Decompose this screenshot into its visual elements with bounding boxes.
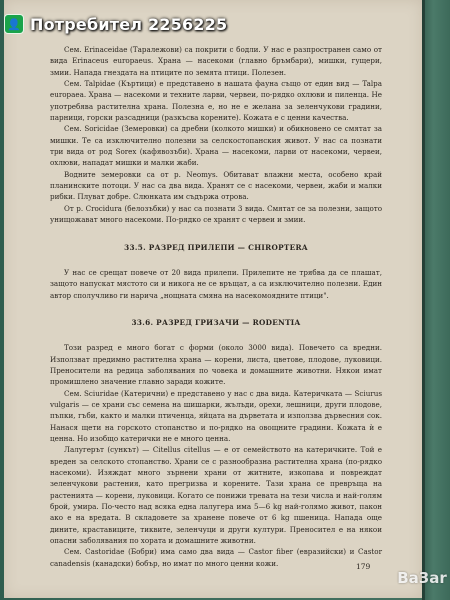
section-heading-bats: 33.5. РАЗРЕД ПРИЛЕПИ — CHIROPTERA (124, 242, 308, 252)
paragraph: Сем. Soricidae (Земеровки) са дребни (колкото мишки) и обикновено се смятат за мишки. Те са изключително полезни за селскостопанския живот. У нас са познати три вида от род Sorex (кафявозъби). Храна — насекоми, ларви от насекоми, червеи, охлюви, нападат мишки и малки жаби. (50, 124, 382, 168)
paragraph: Сем. Erinaceidae (Таралежови) са покрити с бодли. У нас е разпространен само от вида Erinaceus europaeus. Храна — насекоми (главно бръмбари), мишки, гущери, змии. Напада гнездата на птиците по земята птици. Полезен. (50, 45, 382, 77)
paragraph: Сем. Castoridae (Бобри) има само два вида — Castor fiber (евразийски) и Castor canadensis (канадски) бобър, но имат по много ценни кожи. (50, 547, 382, 568)
paragraph: Сем. Sciuridae (Катерични) е представено у нас с два вида. Катеричката — Sciurus vulgaris — се храни със семена на шишарки, жълъди, орехи, лешници, други плодове, пъпки, гъби, както и малки птиченца, яйцата на дърветата и използва дървесния сок. Нанася щети на горското стопанство и по-рядко на овощните градини. Кожата ѝ е ценна. Но изобщо катерички не е много ценна. (50, 388, 382, 443)
paragraph: У нас се срещат повече от 20 вида прилепи. Прилепите не трябва да се плашат, защото напускат мястото си и никога не се връщат, а са изключително полезни. Един автор сполучливо ги нарича „нощната смяна на насекомоядните птици". (50, 267, 382, 300)
watermark-logo: Ba3ar (397, 569, 447, 587)
user-banner (0, 12, 235, 36)
book-cover-edge (422, 0, 450, 600)
section-heading-rodents: 33.6. РАЗРЕД ГРИЗАЧИ — RODENTIA (131, 317, 301, 327)
user-icon: 👤 (4, 14, 24, 34)
paragraph: Водните земеровки са от р. Neomys. Обитават влажни места, особено край планинските потоци. У нас са два вида. Хранят се с насекоми, червеи, жаби и малки рибки. Плуват добре. Слюнката им съдържа отрова. (50, 169, 382, 202)
paragraph: Сем. Talpidae (Къртици) е представено в нашата фауна също от един вид — Talpa europaea. Храна — насекоми и техните ларви, червеи, по-рядко охлюви и пиленца. Не употребява растителна храна. Полезна е, но не е желана за зеленчукови градини, парници, горски разсадници (разкъсва корените). Кожата е с ценни качества. (50, 79, 382, 123)
banner-text: Потребител 2256225 (30, 14, 228, 34)
page-text (50, 44, 382, 569)
book-page (4, 0, 423, 598)
page-number: 179 (356, 562, 371, 571)
paragraph: Този разред е много богат с форми (около 3000 вида). Повечето са вредни. Използват предимно растителна храна — корени, листа, цветове, плодове, луковици. Преносители на редица заболявания по човека и домашните животни. Някои имат промишлено значение главно заради кожите. (50, 343, 382, 387)
paragraph: Лалугерът (сункът) — Citellus citellus — е от семейството на катеричките. Той е вреден за селското стопанство. Храни се с разнообразна растителна храна (по-рядко насекоми). Изяждат много зърнени храни от житните, изкопава и повреждат зеленчукови растения, като прегризва и корените. Тази храна се превръща на растенията — корени, луковици. Когато се понижи тревата на тези числа и най-голям брой, умира. По-често над всяка една лалугера има 5—6 kg най-голямо живот, пакон ако е на вредата. В складовете за хранене повече от 6 kg пшеница. Напада още дините, краставиците, тиквите, зеленчуци и други култури. Преносител е на някои опасни заболявания по хората и домашните животни. (50, 445, 382, 546)
paragraph: От р. Crocidura (белозъбки) у нас са познати 3 вида. Смятат се за полезни, защото унищожават много насекоми. По-рядко се хранят с червеи и змии. (50, 203, 382, 225)
